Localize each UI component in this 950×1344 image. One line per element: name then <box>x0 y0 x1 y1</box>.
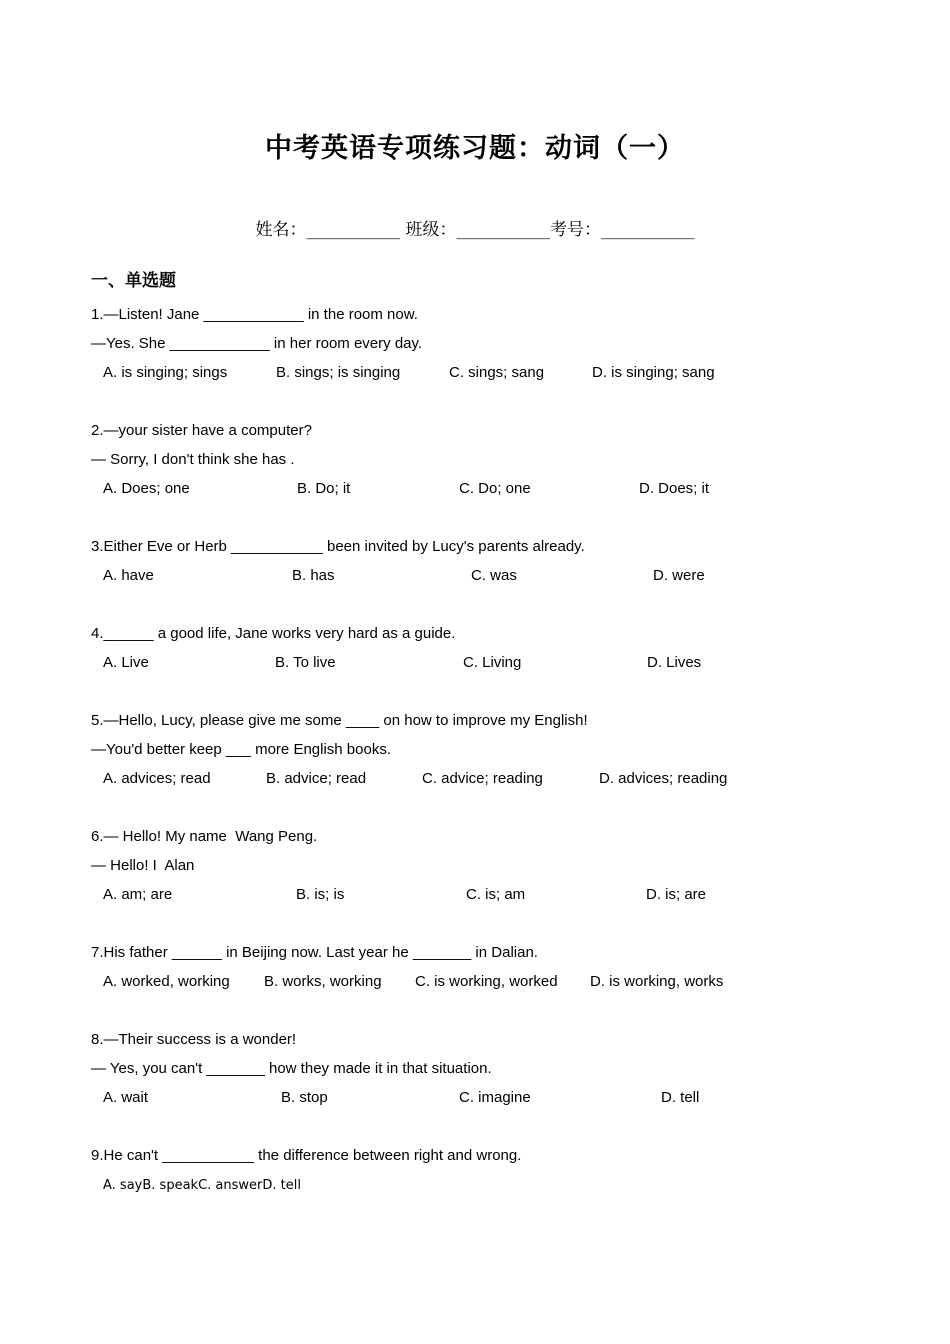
question-8-option-b[interactable]: B. stop <box>281 1089 328 1106</box>
question-9-options[interactable]: A. sayB. speakC. answerD. tell <box>103 1178 301 1193</box>
question-4-option-d[interactable]: D. Lives <box>647 654 702 671</box>
question-6-option-c[interactable]: C. is; am <box>466 886 526 903</box>
question-1-option-b[interactable]: B. sings; is singing <box>276 364 401 381</box>
question-4-line-1: 4.______ a good life, Jane works very hard as a guide. <box>91 625 456 642</box>
question-5-option-d[interactable]: D. advices; reading <box>599 770 728 787</box>
question-6-option-d[interactable]: D. is; are <box>646 886 707 903</box>
question-1-line-2: —Yes. She ____________ in her room every day. <box>91 335 423 352</box>
question-8-line-2: — Yes, you can't _______ how they made it in that situation. <box>91 1060 492 1077</box>
question-2-option-c[interactable]: C. Do; one <box>459 480 531 497</box>
question-1-option-a[interactable]: A. is singing; sings <box>103 364 228 381</box>
question-4-option-c[interactable]: C. Living <box>463 654 522 671</box>
question-9-line-1: 9.He can't ___________ the difference between right and wrong. <box>91 1147 522 1164</box>
question-6-line-1: 6.— Hello! My name Wang Peng. <box>91 828 318 845</box>
question-3-option-c[interactable]: C. was <box>471 567 517 584</box>
question-4-option-b[interactable]: B. To live <box>275 654 336 671</box>
question-5-option-c[interactable]: C. advice; reading <box>422 770 543 787</box>
question-2-option-a[interactable]: A. Does; one <box>103 480 190 497</box>
question-1-option-c[interactable]: C. sings; sang <box>449 364 545 381</box>
question-2-line-1: 2.—your sister have a computer? <box>91 422 312 439</box>
question-2-line-2: — Sorry, I don't think she has . <box>91 451 295 468</box>
question-3-option-d[interactable]: D. were <box>653 567 705 584</box>
question-6-option-a[interactable]: A. am; are <box>103 886 173 903</box>
question-7-option-c[interactable]: C. is working, worked <box>415 973 558 990</box>
question-6-option-b[interactable]: B. is; is <box>296 886 345 903</box>
question-8-option-c[interactable]: C. imagine <box>459 1089 531 1106</box>
question-1-line-1: 1.—Listen! Jane ____________ in the room now. <box>91 306 418 323</box>
question-3-option-a[interactable]: A. have <box>103 567 154 584</box>
student-info-fields: 姓名：___________ 班级：___________考号：___________ <box>255 220 695 240</box>
question-2-option-b[interactable]: B. Do; it <box>297 480 351 497</box>
question-8-line-1: 8.—Their success is a wonder! <box>91 1031 297 1048</box>
page-title: 中考英语专项练习题：动词（一） <box>265 133 685 164</box>
question-6-line-2: — Hello! I Alan <box>91 857 195 874</box>
question-7-line-1: 7.His father ______ in Beijing now. Last year he _______ in Dalian. <box>91 944 538 961</box>
question-7-option-d[interactable]: D. is working, works <box>590 973 724 990</box>
question-3-option-b[interactable]: B. has <box>292 567 335 584</box>
question-5-option-a[interactable]: A. advices; read <box>103 770 211 787</box>
question-5-option-b[interactable]: B. advice; read <box>266 770 367 787</box>
question-5-line-2: —You'd better keep ___ more English books. <box>91 741 391 758</box>
question-7-option-a[interactable]: A. worked, working <box>103 973 230 990</box>
question-8-option-d[interactable]: D. tell <box>661 1089 700 1106</box>
question-3-line-1: 3.Either Eve or Herb ___________ been invited by Lucy's parents already. <box>91 538 585 555</box>
question-5-line-1: 5.—Hello, Lucy, please give me some ____ on how to improve my English! <box>91 712 588 729</box>
question-4-option-a[interactable]: A. Live <box>103 654 149 671</box>
question-1-option-d[interactable]: D. is singing; sang <box>592 364 715 381</box>
question-8-option-a[interactable]: A. wait <box>103 1089 149 1106</box>
question-7-option-b[interactable]: B. works, working <box>264 973 382 990</box>
question-2-option-d[interactable]: D. Does; it <box>639 480 710 497</box>
section-heading: 一、单选题 <box>91 271 176 291</box>
